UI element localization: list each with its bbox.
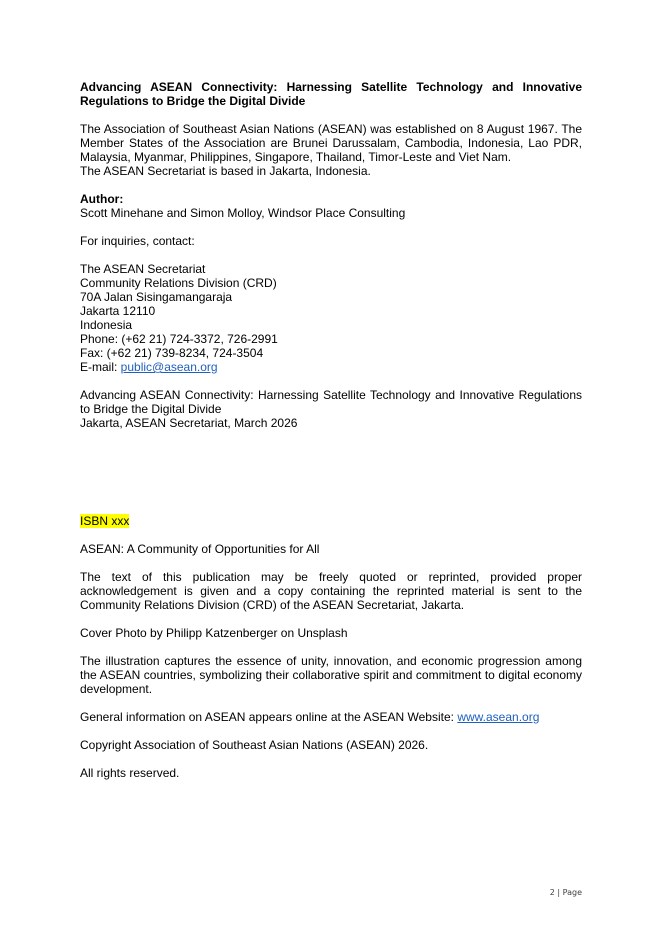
cover-photo-credit: Cover Photo by Philipp Katzenberger on Unsplash (80, 626, 348, 640)
website-section (80, 710, 582, 724)
inquiries-section (80, 234, 582, 248)
reprint-section (80, 570, 582, 612)
contact-org: The ASEAN Secretariat (80, 262, 206, 276)
author-section (80, 192, 582, 220)
illustration-note: The illustration captures the essence of unity, innovation, and economic progression among the ASEAN countries, symbolizing their collaborative spirit and commitment to digital economy development. (80, 654, 582, 696)
email-label: E-mail: (80, 360, 121, 374)
rights-section (80, 766, 582, 780)
author-heading: Author: (80, 192, 124, 206)
isbn-section (80, 514, 582, 528)
intro-section (80, 122, 582, 178)
document-title: Advancing ASEAN Connectivity: Harnessing Satellite Technology and Innovative Regulations to Bridge the Digital Divide (80, 80, 582, 108)
contact-address (80, 262, 582, 374)
author-names: Scott Minehane and Simon Molloy, Windsor Place Consulting (80, 206, 406, 220)
page-separator: | (557, 888, 561, 897)
contact-city: Jakarta 12110 (80, 304, 156, 318)
contact-street: 70A Jalan Sisingamangaraja (80, 290, 233, 304)
illustration-section (80, 654, 582, 696)
contact-phone: Phone: (+62 21) 724-3372, 726-2991 (80, 332, 278, 346)
contact-division: Community Relations Division (CRD) (80, 276, 277, 290)
rights-line: All rights reserved. (80, 766, 180, 780)
email-link[interactable]: public@asean.org (120, 360, 218, 374)
intro-paragraph: The Association of Southeast Asian Nations (ASEAN) was established on 8 August 1967. The Member States of the Association are Brunei Darussalam, Cambodia, Indonesia, Lao PDR, Malaysia, Myanmar, Philippines, Singapore, Thailand, Timor-Leste and Viet Nam. (80, 122, 582, 164)
cover-photo-section (80, 626, 582, 640)
citation-title: Advancing ASEAN Connectivity: Harnessing Satellite Technology and Innovative Regulations to Bridge the Digital Divide (80, 388, 582, 416)
copyright-line: Copyright Association of Southeast Asian Nations (ASEAN) 2026. (80, 738, 429, 752)
secretariat-line: The ASEAN Secretariat is based in Jakarta, Indonesia. (80, 164, 371, 178)
copyright-section (80, 738, 582, 752)
tagline-section (80, 542, 582, 556)
website-text: General information on ASEAN appears online at the ASEAN Website: (80, 710, 458, 724)
website-line (80, 710, 582, 724)
page-number: 2 (549, 888, 555, 897)
isbn-highlight: ISBN xxx (80, 514, 130, 528)
page-label: Page (562, 888, 582, 897)
website-link[interactable]: www.asean.org (457, 710, 540, 724)
inquiries-label: For inquiries, contact: (80, 234, 195, 248)
citation-section (80, 388, 582, 430)
contact-country: Indonesia (80, 318, 133, 332)
page-footer (550, 888, 582, 898)
tagline: ASEAN: A Community of Opportunities for All (80, 542, 320, 556)
reprint-notice: The text of this publication may be freely quoted or reprinted, provided proper acknowledgement is given and a copy containing the reprinted material is sent to the Community Relations Division (CRD) of the ASEAN Secretariat, Jakarta. (80, 570, 582, 612)
contact-email-row (80, 360, 582, 374)
citation-publisher: Jakarta, ASEAN Secretariat, March 2026 (80, 416, 298, 430)
contact-fax: Fax: (+62 21) 739-8234, 724-3504 (80, 346, 264, 360)
document-body (80, 80, 582, 780)
